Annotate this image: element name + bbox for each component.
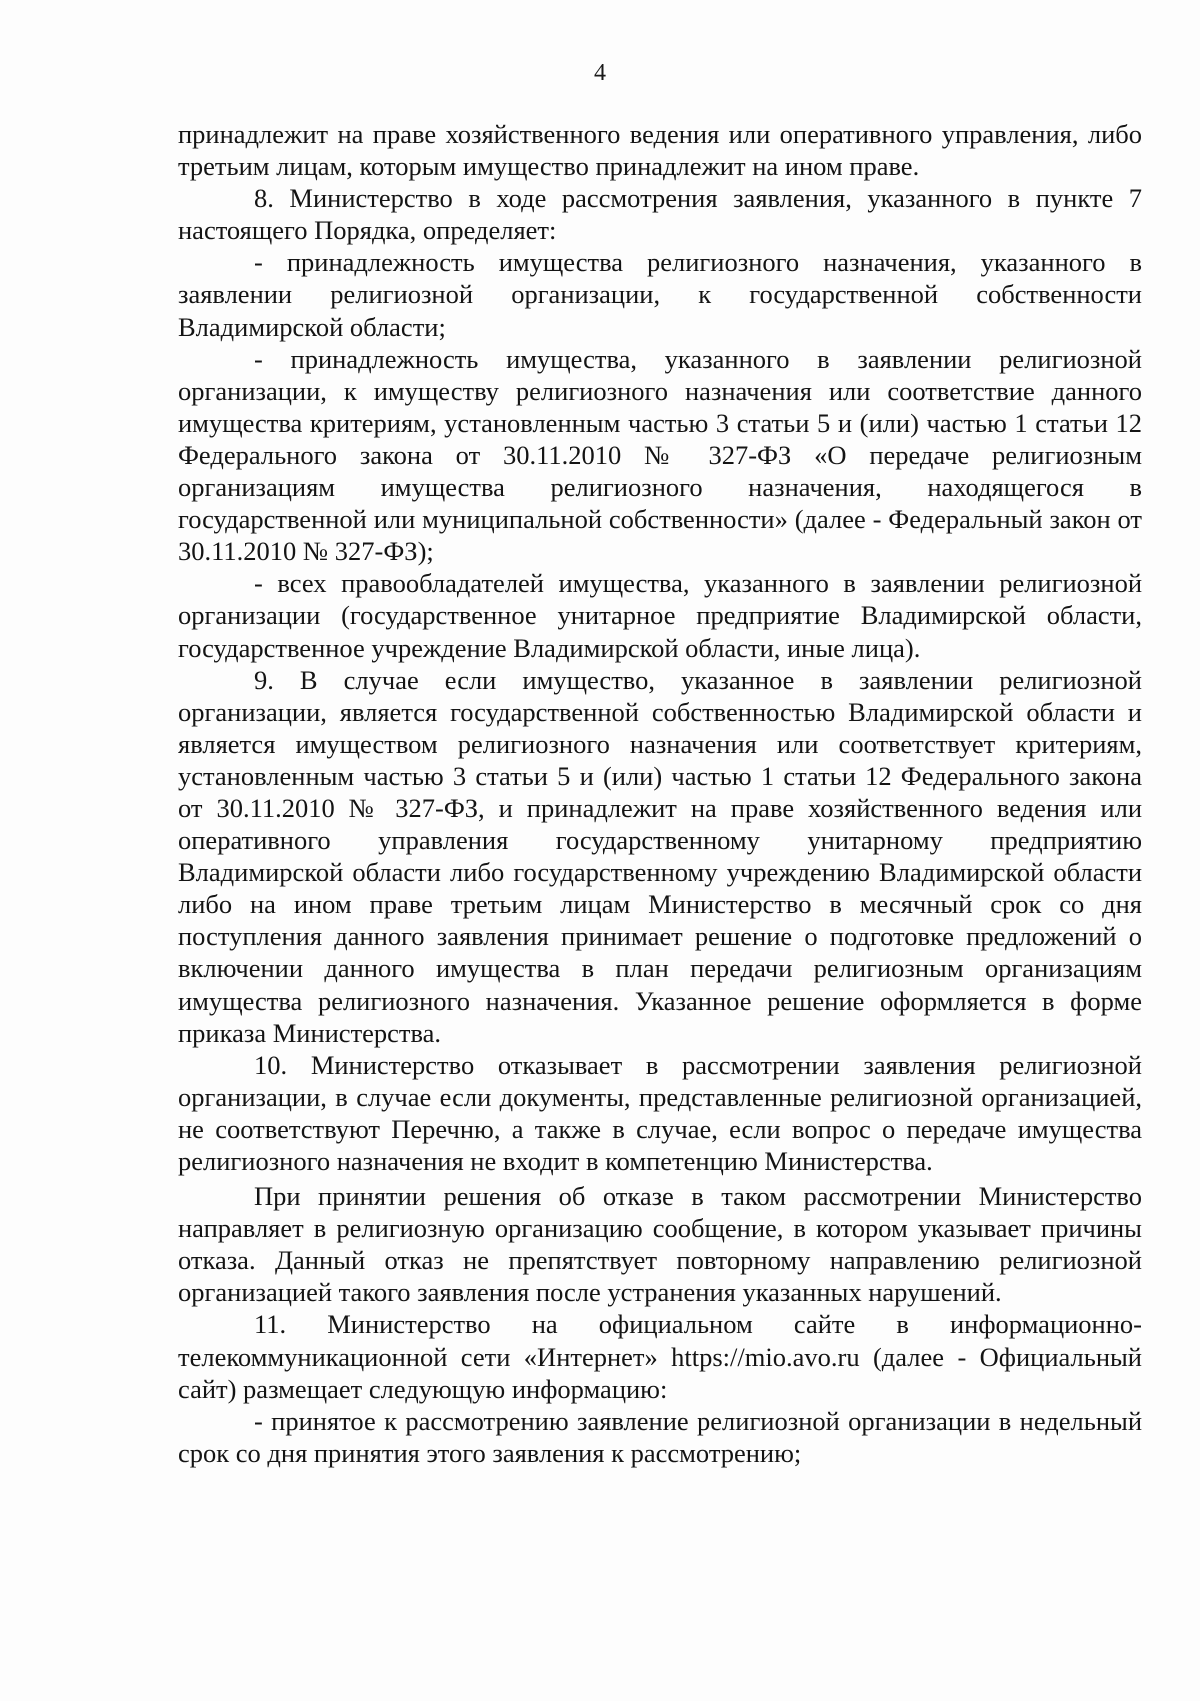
page-number: 4 — [594, 60, 606, 86]
paragraph-8-item-3: - всех правообладателей имущества, указанного в заявлении религиозной организации (государственное унитарное предприятие Владимирской области, государственное учреждение Владимирской области, иные лица). — [178, 568, 1142, 663]
paragraph-continuation: принадлежит на праве хозяйственного ведения или оперативного управления, либо третьим лицам, которым имущество принадлежит на ином праве. — [178, 119, 1142, 182]
paragraph-10: 10. Министерство отказывает в рассмотрении заявления религиозной организации, в случае если документы, представленные религиозной организацией, не соответствуют Перечню, а также в случае, если вопрос о передаче имущества религиозного назначения не входит в компетенцию Министерства. — [178, 1049, 1142, 1176]
paragraph-11-item-1: - принятое к рассмотрению заявление религиозной организации в недельный срок со дня принятия этого заявления к рассмотрению; — [178, 1405, 1142, 1468]
paragraph-8-item-1: - принадлежность имущества религиозного назначения, указанного в заявлении религиозной организации, к государственной собственности Владимирской области; — [178, 247, 1142, 342]
paragraph-11: 11. Министерство на официальном сайте в информационно-телекоммуникационной сети «Интернет» https://mio.avo.ru (далее - Официальный сайт) размещает следующую информацию: — [178, 1309, 1142, 1404]
paragraph-9: 9. В случае если имущество, указанное в заявлении религиозной организации, является государственной собственностью Владимирской области и является имуществом религиозного назначения или соответствует критериям, установленным частью 3 статьи 5 и (или) частью 1 статьи 12 Федерального закона от 30.11.2010 № 327-ФЗ, и принадлежит на праве хозяйственного ведения или оперативного управления государственному унитарному предприятию Владимирской области либо государственному учреждению Владимирской области либо на ином праве третьим лицам Министерство в месячный срок со дня поступления данного заявления принимает решение о подготовке предложений о включении данного имущества в план передачи религиозным организациям имущества религиозного назначения. Указанное решение оформляется в форме приказа Министерства. — [178, 664, 1142, 1048]
paragraph-8-item-2: - принадлежность имущества, указанного в заявлении религиозной организации, к имуществу религиозного назначения или соответствие данного имущества критериям, установленным частью 3 статьи 5 и (или) частью 1 статьи 12 Федерального закона от 30.11.2010 № 327-ФЗ «О передаче религиозным организациям имущества религиозного назначения, находящегося в государственной или муниципальной собственности» (далее - Федеральный закон от 30.11.2010 № 327-ФЗ); — [178, 343, 1142, 567]
document-body — [178, 118, 1142, 1469]
paragraph-8: 8. Министерство в ходе рассмотрения заявления, указанного в пункте 7 настоящего Порядка, определяет: — [178, 183, 1142, 246]
paragraph-10-refusal: При принятии решения об отказе в таком рассмотрении Министерство направляет в религиозную организацию сообщение, в котором указывает причины отказа. Данный отказ не препятствует повторному направлению религиозной организацией такого заявления после устранения указанных нарушений. — [178, 1181, 1142, 1308]
